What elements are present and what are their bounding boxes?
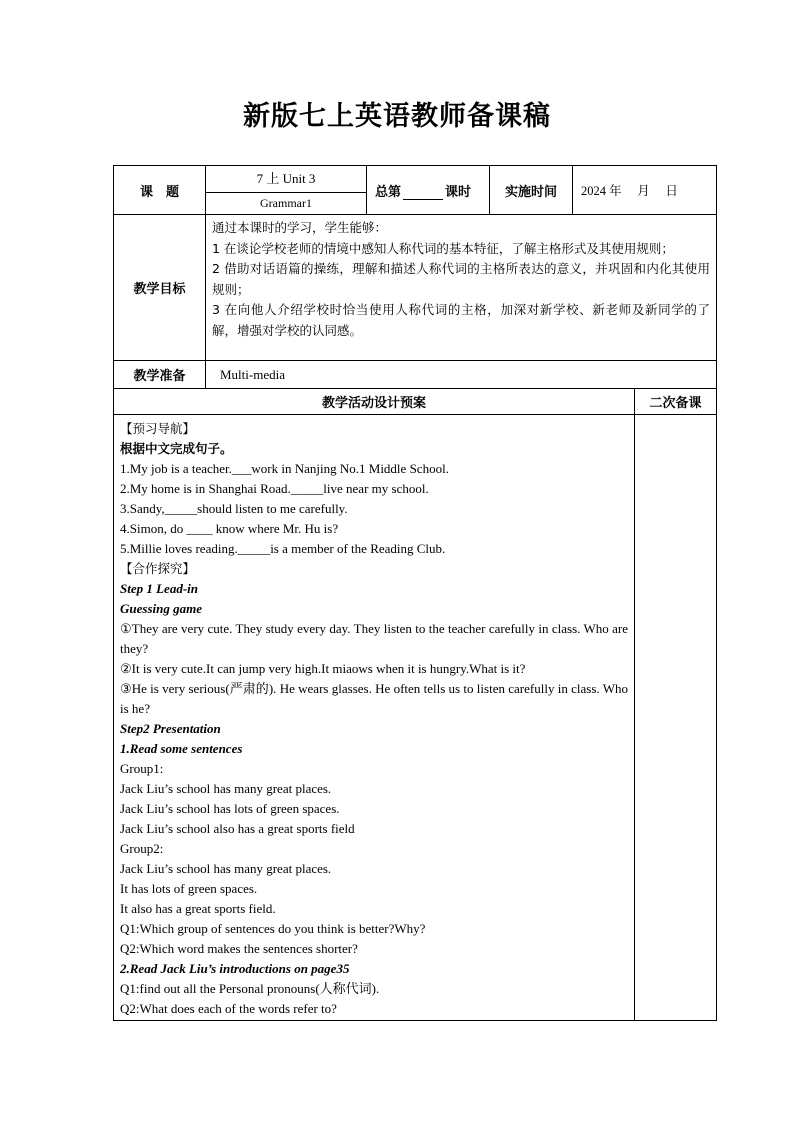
prep-value: Multi-media [206, 361, 717, 389]
content-line: Jack Liu’s school has many great places. [120, 861, 332, 876]
page-title: 新版七上英语教师备课稿 [243, 101, 551, 132]
design-body-row [114, 415, 717, 1021]
content-line: Jack Liu’s school has many great places. [120, 781, 332, 796]
unit-name: 7 上 Unit 3 [206, 166, 366, 193]
content-line: ②It is very cute.It can jump very high.It miaows when it is hungry.What is it? [120, 661, 526, 676]
date-value: 2024 年 月 日 [573, 166, 717, 215]
lesson-name: Grammar1 [260, 196, 312, 210]
content-line: Q1:Which group of sentences do you think is better?Why? [120, 921, 426, 936]
content-line: Step2 Presentation [120, 721, 221, 736]
content-line: ③He is very serious(严肃的). He wears glasses. He often tells us to listen carefully in class. Who is he? [120, 681, 628, 716]
unit-cell [206, 166, 367, 215]
prep-row [114, 361, 717, 389]
header-row [114, 166, 717, 215]
time-label: 实施时间 [490, 166, 573, 215]
content-line: Jack Liu’s school has lots of green spaces. [120, 801, 340, 816]
second-prep-header: 二次备课 [635, 389, 717, 415]
topic-label: 课 题 [114, 166, 206, 215]
content-line: 【预习导航】 [120, 421, 196, 436]
content-line: Group2: [120, 841, 164, 856]
goals-label: 教学目标 [114, 215, 206, 361]
content-line: 2.My home is in Shanghai Road._____live near my school. [120, 481, 429, 496]
content-line: 1.Read some sentences [120, 741, 243, 756]
content-line: 5.Millie loves reading._____is a member of the Reading Club. [120, 541, 446, 556]
design-header: 教学活动设计预案 [114, 389, 635, 415]
content-line: 1.My job is a teacher.___work in Nanjing No.1 Middle School. [120, 461, 449, 476]
content-line: ①They are very cute. They study every day. They listen to the teacher carefully in class. Who are they? [120, 621, 628, 656]
content-line: Q2:What does each of the words refer to? [120, 1001, 337, 1016]
content-line: It has lots of green spaces. [120, 881, 258, 896]
goal-line: 1 在谈论学校老师的情境中感知人称代词的基本特征，了解主格形式及其使用规则； [212, 240, 674, 256]
content-line: 4.Simon, do ____ know where Mr. Hu is? [120, 521, 339, 536]
goals-content [206, 215, 717, 361]
design-content [114, 415, 635, 1021]
goals-row [114, 215, 717, 361]
content-line: Jack Liu’s school also has a great sports field [120, 821, 355, 836]
goal-line: 通过本课时的学习，学生能够： [212, 220, 388, 235]
content-line: 3.Sandy,_____should listen to me carefully. [120, 501, 348, 516]
content-line: Step 1 Lead-in [120, 581, 198, 596]
content-line: 【合作探究】 [120, 561, 196, 576]
total-lesson-cell [367, 166, 490, 215]
content-line: Group1: [120, 761, 164, 776]
design-header-row [114, 389, 717, 415]
content-line: 根据中文完成句子。 [120, 441, 233, 456]
content-line: Guessing game [120, 601, 202, 616]
second-prep-cell [635, 415, 717, 1021]
content-line: It also has a great sports field. [120, 901, 276, 916]
total-prefix: 总第 [375, 184, 402, 200]
total-suffix: 课时 [445, 184, 472, 200]
content-line: Q1:find out all the Personal pronouns(人称代词). [120, 981, 380, 996]
total-blank [403, 185, 443, 200]
lesson-plan-table [113, 165, 717, 1021]
goal-line: 3 在向他人介绍学校时恰当使用人称代词的主格，加深对新学校、新老师及新同学的了解，增强对学校的认同感。 [212, 302, 711, 338]
content-line: Q2:Which word makes the sentences shorter? [120, 941, 358, 956]
goal-line: 2 借助对话语篇的操练，理解和描述人称代词的主格所表达的意义，并巩固和内化其使用规则； [212, 261, 711, 297]
prep-label: 教学准备 [114, 361, 206, 389]
content-line: 2.Read Jack Liu’s introductions on page35 [120, 961, 350, 976]
